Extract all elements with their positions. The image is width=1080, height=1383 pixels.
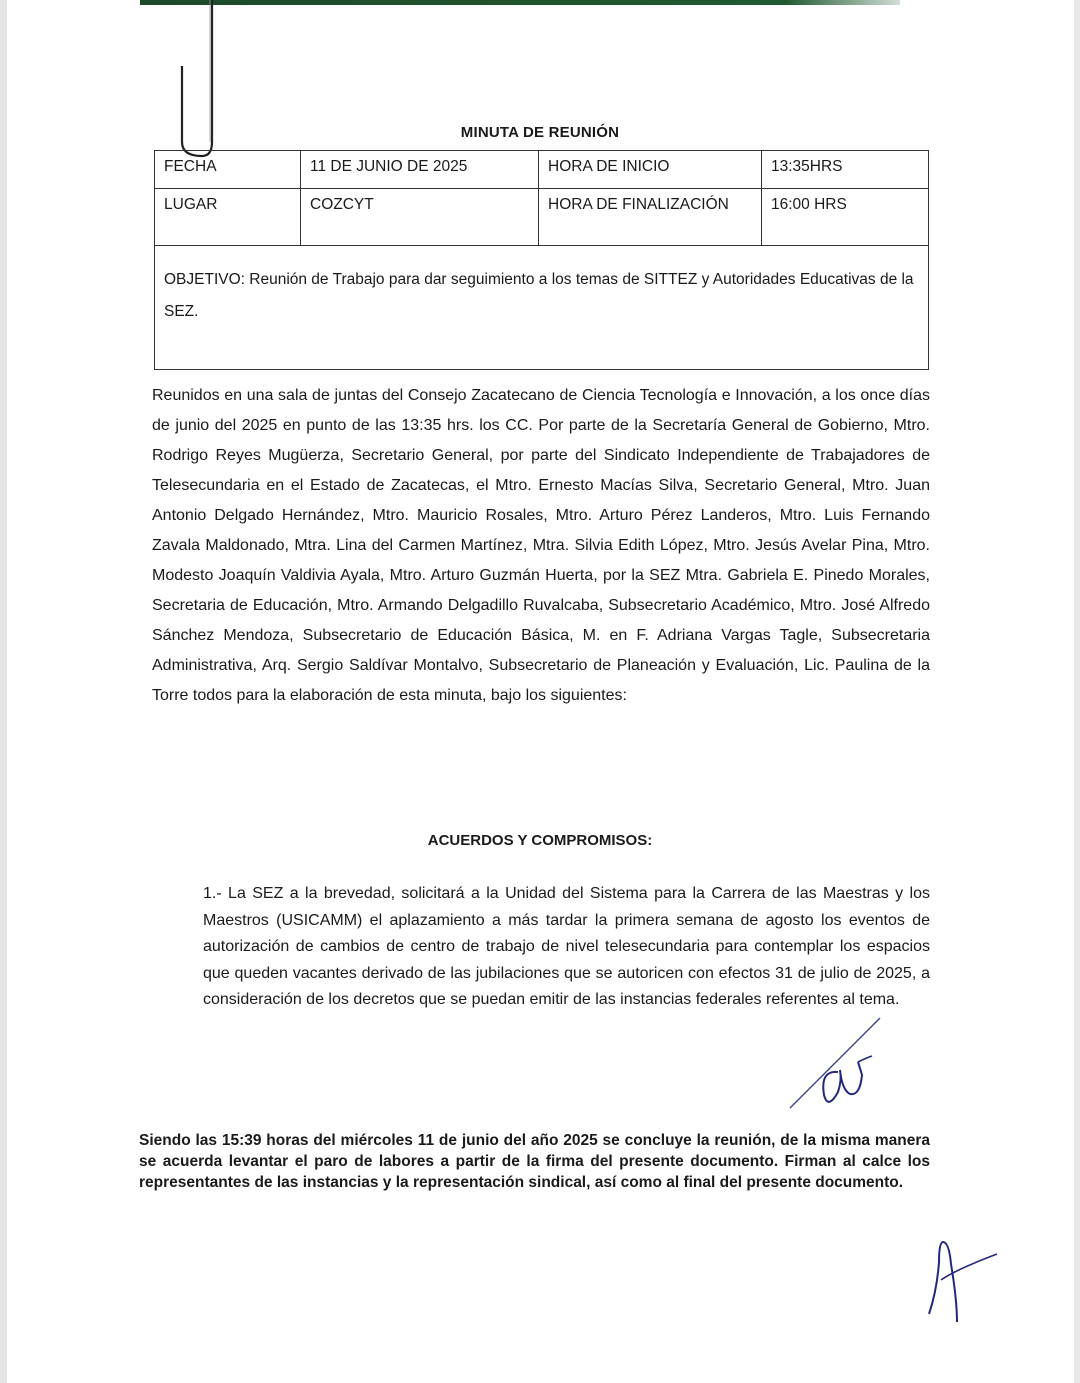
agreements-heading: ACUERDOS Y COMPROMISOS: (427, 832, 653, 849)
intro-paragraph: Reunidos en una sala de juntas del Consejo Zacatecano de Ciencia Tecnología e Innovación, a los once días de junio del 2025 en punto de las 13:35 hrs. los CC. Por parte de la Secretaría General de Gobierno, Mtro. Rodrigo Reyes Mugüerza, Secretario General, por parte del Sindicato Independiente de Trabajadores de Telesecundaria en el Estado de Zacatecas, el Mtro. Ernesto Macías Silva, Secretario General, Mtro. Juan Antonio Delgado Hernández, Mtro. Mauricio Rosales, Mtro. Arturo Pérez Landeros, Mtro. Luis Fernando Zavala Maldonado, Mtra. Lina del Carmen Martínez, Mtra. Silvia Edith López, Mtro. Jesús Avelar Pina, Mtro. Modesto Joaquín Valdivia Ayala, Mtro. Arturo Guzmán Huerta, por la SEZ Mtra. Gabriela E. Pinedo Morales, Secretaria de Educación, Mtro. Armando Delgadillo Ruvalcaba, Subsecretario Académico, Mtro. José Alfredo Sánchez Mendoza, Subsecretario de Educación Básica, M. en F. Adriana Vargas Tagle, Subsecretaria Administrativa, Arq. Sergio Saldívar Montalvo, Subsecretario de Planeación y Evaluación, Lic. Paulina de la Torre todos para la elaboración de esta minuta, bajo los siguientes: (152, 387, 930, 704)
closing-paragraph: Siendo las 15:39 horas del miércoles 11 de junio del año 2025 se concluye la reunión, de la misma manera se acuerda levantar el paro de labores a partir de la firma del presente documento. Firman al calce los representantes de las instancias y la representación sindical, así como al final del presente documento. (139, 1132, 930, 1191)
start-time-label: HORA DE INICIO (539, 151, 762, 189)
place-label: LUGAR (155, 189, 301, 246)
page-edge-right (1074, 0, 1080, 1383)
signature-a-icon (915, 1230, 1005, 1335)
end-time-value: 16:00 HRS (762, 189, 929, 246)
date-value: 11 DE JUNIO DE 2025 (301, 151, 539, 189)
table-row (155, 246, 929, 370)
table-row (155, 151, 929, 189)
signature-initials-icon (780, 1010, 890, 1115)
header-green-bar (140, 0, 900, 5)
end-time-label: HORA DE FINALIZACIÓN (539, 189, 762, 246)
meeting-info-table (154, 150, 929, 370)
start-time-value: 13:35HRS (762, 151, 929, 189)
objective-text: OBJETIVO: Reunión de Trabajo para dar seguimiento a los temas de SITTEZ y Autoridades Educativas de la SEZ. (155, 246, 929, 370)
table-row (155, 189, 929, 246)
agreement-item: 1.- La SEZ a la brevedad, solicitará a la Unidad del Sistema para la Carrera de las Maestras y los Maestros (USICAMM) el aplazamiento a más tardar la primera semana de agosto los eventos de autorización de cambios de centro de trabajo de nivel telesecundaria para contemplar los espacios que queden vacantes derivado de las jubilaciones que se autoricen con efectos 31 de julio de 2025, a consideración de los decretos que se puedan emitir de las instancias federales referentes al tema. (203, 885, 930, 1008)
place-value: COZCYT (301, 189, 539, 246)
document-title: MINUTA DE REUNIÓN (460, 124, 620, 141)
date-label: FECHA (155, 151, 301, 189)
page-edge-left (0, 0, 7, 1383)
